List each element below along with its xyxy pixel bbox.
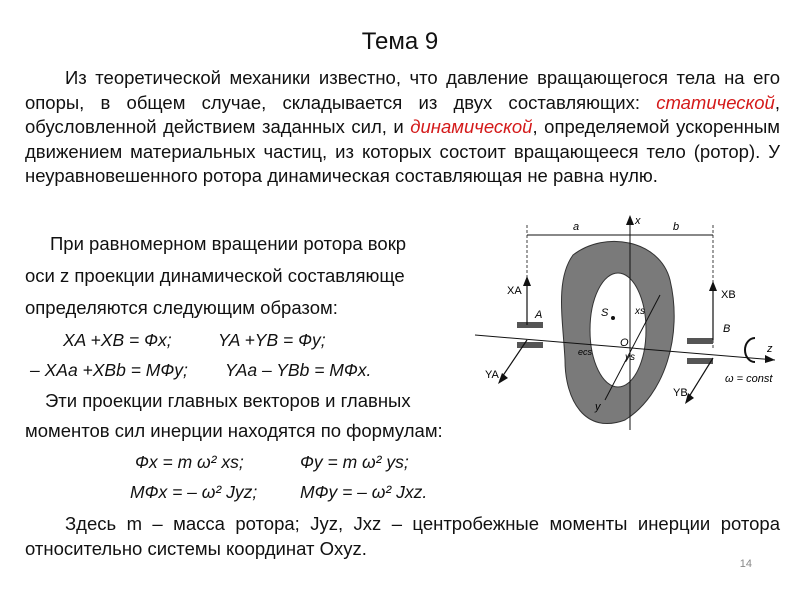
bearing-a-bottom bbox=[517, 342, 543, 348]
label-b-point: B bbox=[723, 323, 731, 335]
formula-4b: MФy = – ω² Jxz. bbox=[300, 482, 428, 502]
mass-centre bbox=[611, 316, 615, 320]
label-yb: YB bbox=[673, 387, 688, 399]
static-term: статической bbox=[656, 91, 775, 113]
label-a: a bbox=[573, 221, 580, 233]
uniform-line-2: оси z проекции динамической составляюще bbox=[25, 265, 405, 286]
label-ys: ys bbox=[625, 352, 635, 363]
formula-1b: YA +YB = Фy; bbox=[218, 330, 326, 350]
force-xa-head bbox=[523, 276, 531, 286]
intro-part1: Из теоретической механики известно, что давление вращающегося тела на его опоры, в общем случае, складывается из двух составляющих: bbox=[25, 67, 780, 113]
label-s: S bbox=[601, 307, 609, 319]
rotor-hole bbox=[590, 273, 646, 387]
label-ya: YA bbox=[485, 369, 499, 381]
bearing-a-top bbox=[517, 322, 543, 328]
slide-title: Тема 9 bbox=[361, 28, 439, 55]
label-xb: XB bbox=[721, 289, 736, 301]
intro-part2: , обусловленной действием заданных сил, и bbox=[25, 91, 780, 137]
force-ya-head bbox=[498, 373, 508, 384]
projections-line-2: моментов сил инерции находятся по формулам: bbox=[25, 420, 443, 441]
projections-line-1: Эти проекции главных векторов и главных bbox=[45, 390, 411, 411]
bearing-b-bottom bbox=[687, 358, 713, 364]
label-z: z bbox=[767, 343, 773, 355]
label-ecs: ecs bbox=[578, 347, 593, 357]
uniform-line-3: определяются следующим образом: bbox=[25, 297, 338, 318]
force-xb-head bbox=[709, 281, 717, 291]
label-o: O bbox=[620, 337, 629, 349]
formula-1a: XA +XB = Фx; bbox=[63, 330, 172, 350]
conclusion-paragraph: Здесь m – масса ротора; Jyz, Jxz – центробежные моменты инерции ротора относительно системы координат Oxyz. bbox=[25, 513, 780, 559]
label-xs: xs bbox=[635, 306, 645, 317]
force-yb bbox=[687, 358, 713, 400]
label-x: x bbox=[635, 215, 641, 227]
bearing-b-top bbox=[687, 338, 713, 344]
page-number: 14 bbox=[739, 558, 752, 570]
uniform-line-1: При равномерном вращении ротора вокр bbox=[50, 233, 407, 254]
x-axis-arrow bbox=[626, 215, 634, 225]
label-y: y bbox=[595, 401, 601, 413]
intro-part3: , определяемой ускоренным движением материальных частиц, из которых состоит вращающееся тело (ротор). У неуравновешенного ротора динамическая составляющая не равна нулю. bbox=[25, 116, 780, 186]
z-axis-arrow bbox=[765, 355, 775, 363]
force-ya bbox=[500, 340, 527, 380]
intro-paragraph bbox=[25, 66, 780, 189]
formula-3b: Фy = m ω² ys; bbox=[300, 452, 409, 472]
formula-2b: YAa – YBb = MФx. bbox=[225, 360, 372, 380]
dynamic-term: динамической bbox=[410, 116, 533, 137]
label-b: b bbox=[673, 221, 680, 233]
formula-4a: MФx = – ω² Jyz; bbox=[130, 482, 258, 502]
label-xa: XA bbox=[507, 285, 522, 297]
label-a-point: A bbox=[535, 309, 543, 321]
formula-2a: – XAa +XBb = MФy; bbox=[30, 360, 188, 380]
formula-3a: Фx = m ω² xs; bbox=[135, 452, 244, 472]
rotor-diagram bbox=[455, 210, 785, 435]
label-omega: ω = const bbox=[725, 373, 773, 385]
